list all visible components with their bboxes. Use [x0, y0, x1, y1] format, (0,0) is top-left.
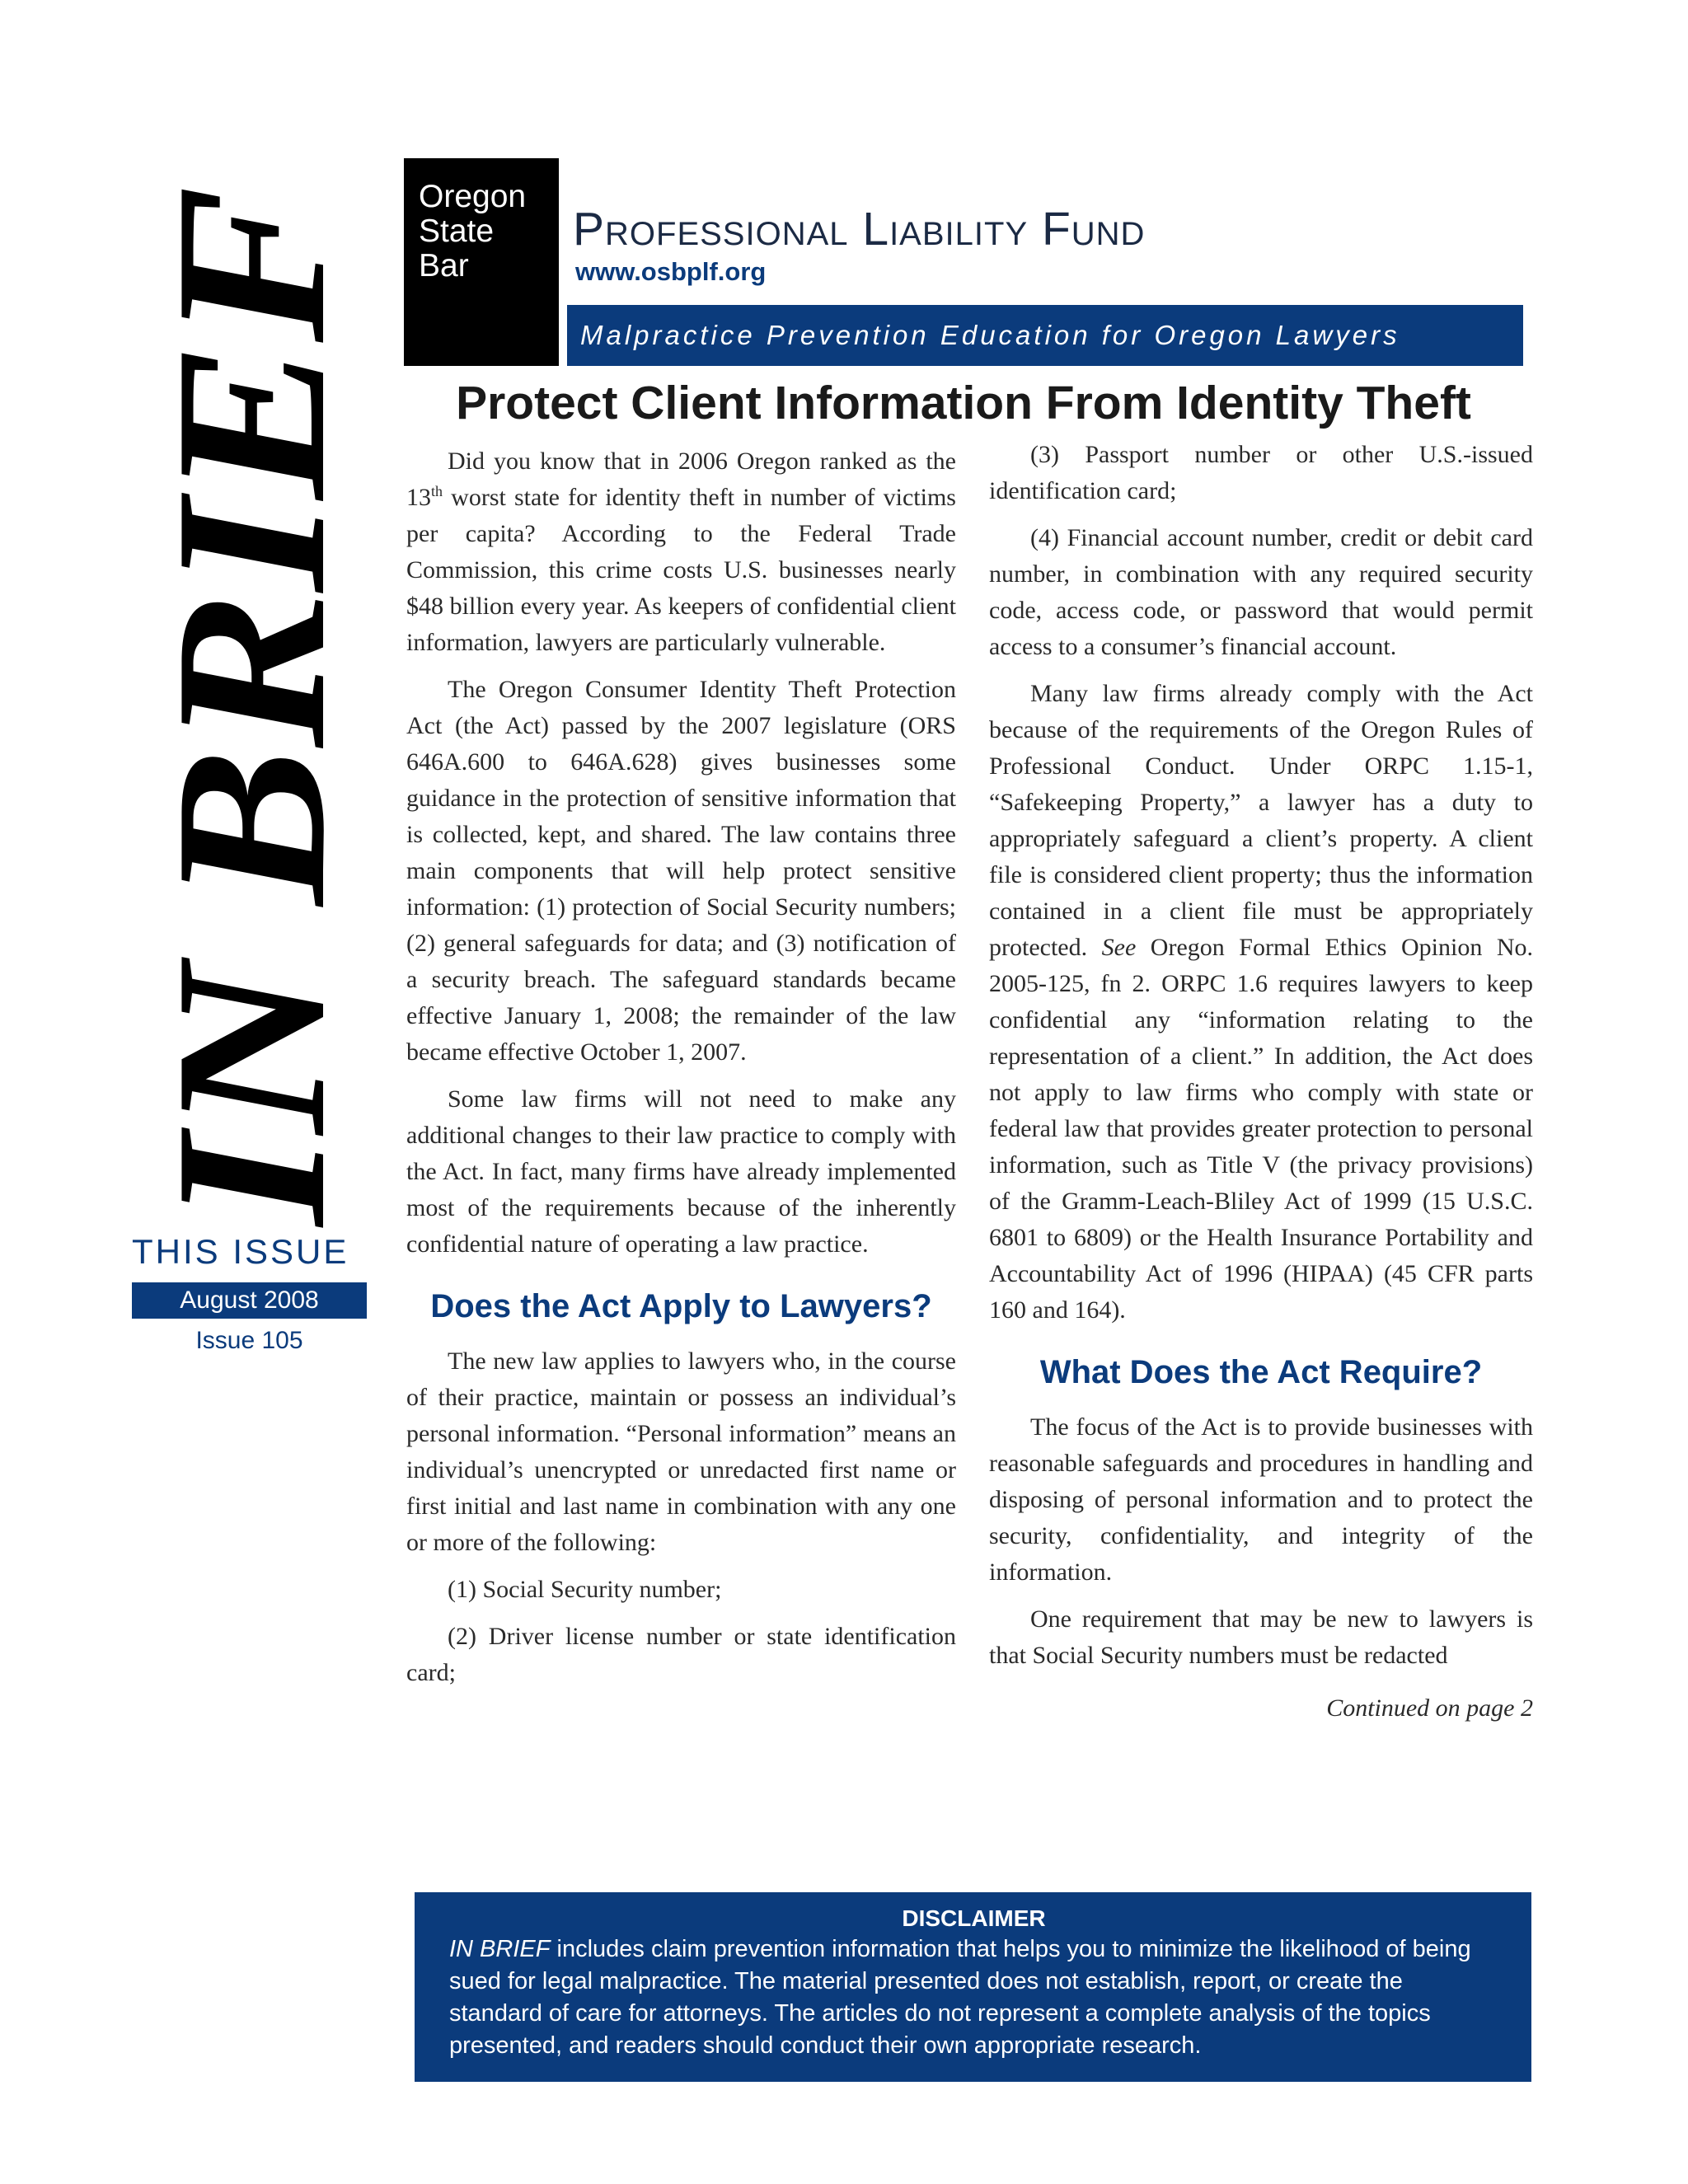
masthead-vertical-title [131, 185, 370, 1226]
article-column-left [406, 443, 956, 1702]
logo-line-1: Oregon [419, 179, 527, 214]
disclaimer-title: DISCLAIMER [902, 1905, 1046, 1931]
tagline-bar: Malpractice Prevention Education for Oregon Lawyers [567, 305, 1523, 366]
issue-number: Issue 105 [195, 1327, 303, 1354]
in-brief-title: IN BRIEF [131, 271, 370, 1226]
paragraph-6: The focus of the Act is to provide businesses with reasonable safeguards and procedures in handling and disposing of personal information and to protect the security, confidentiality, and integrity of the information. [989, 1413, 1533, 1586]
logo-line-2: State [419, 213, 495, 249]
plf-url-link[interactable]: www.osbplf.org [575, 257, 767, 286]
this-issue-block [132, 1232, 379, 1355]
disclaimer-body: IN BRIEF includes claim prevention information that helps you to minimize the likelihood of being sued for legal malpractice. The material presented does not establish, report, or create the standard of care for attorneys. The articles do not represent a complete analysis of the topics presented, and readers should conduct their own appropriate research. [449, 1936, 1471, 2059]
paragraph-4: The new law applies to lawyers who, in the course of their practice, maintain or possess an individual’s personal information. “Personal information” means an individual’s unencrypted or unredacted first name or first initial and last name in combination with any one or more of the following: [406, 1347, 956, 1556]
list-item-2: (2) Driver license number or state identification card; [406, 1623, 956, 1686]
paragraph-2: The Oregon Consumer Identity Theft Protection Act (the Act) passed by the 2007 legislature (ORS 646A.600 to 646A.628) gives businesses some guidance in the protection of sensitive information that is collected, kept, and shared. The law contains three main components that will help protect sensitive information: (1) protection of Social Security numbers; (2) general safeguards for data; and (3) notification of a security breach. The safeguard standards became effective January 1, 2008; the remainder of the law became effective October 1, 2007. [406, 676, 956, 1066]
paragraph-3: Some law firms will not need to make any additional changes to their law practice to comply with the Act. In fact, many firms have already implemented most of the requirements because of the inherently confidential nature of operating a law practice. [406, 1085, 956, 1258]
plf-title: Professional Liability Fund [573, 203, 1146, 255]
list-item-1: (1) Social Security number; [448, 1576, 722, 1603]
paragraph-5: Many law firms already comply with the Act because of the requirements of the Oregon Rules of Professional Conduct. Under ORPC 1.15-1, “Safekeeping Property,” a lawyer has a duty to appropriately safeguard a client’s property. A client file is considered client property; thus the information contained in a client file must be appropriately protected. See Oregon Formal Ethics Opinion No. 2005-125, fn 2. ORPC 1.6 requires lawyers to keep confidential any “information relating to the representation of a client.” In addition, the Act does not apply to law firms who comply with state or federal law that provides greater protection to personal information, such as Title V (the privacy provisions) of the Gramm-Leach-Bliley Act of 1999 (15 U.S.C. 6801 to 6809) or the Health Insurance Portability and Accountability Act of 1996 (HIPAA) (45 CFR parts 160 and 164). [989, 680, 1534, 1324]
subhead-act-apply: Does the Act Apply to Lawyers? [430, 1288, 932, 1324]
disclaimer-box [415, 1892, 1531, 2082]
list-item-3: (3) Passport number or other U.S.-issued identification card; [989, 441, 1533, 504]
list-item-4: (4) Financial account number, credit or debit card number, in combination with any required security code, access code, or password that would permit access to a consumer’s financial account. [989, 524, 1533, 660]
this-issue-label: THIS ISSUE [132, 1232, 349, 1271]
continued-on-page-2[interactable]: Continued on page 2 [1326, 1694, 1533, 1722]
paragraph-1: Did you know that in 2006 Oregon ranked as the 13th worst state for identity theft in number of victims per capita? According to the Federal Trade Commission, this crime costs U.S. businesses nearly $48 billion every year. As keepers of confidential client information, lawyers are particularly vulnerable. [406, 448, 956, 656]
logo-line-3: Bar [419, 248, 469, 284]
paragraph-7: One requirement that may be new to lawyers is that Social Security numbers must be redacted [989, 1605, 1533, 1669]
issue-date-badge: August 2008 [132, 1282, 367, 1319]
article-headline: Protect Client Information From Identity Theft [456, 377, 1471, 429]
subhead-act-require: What Does the Act Require? [1039, 1354, 1483, 1390]
oregon-state-bar-logo [404, 158, 559, 366]
article-column-right [989, 437, 1533, 1727]
